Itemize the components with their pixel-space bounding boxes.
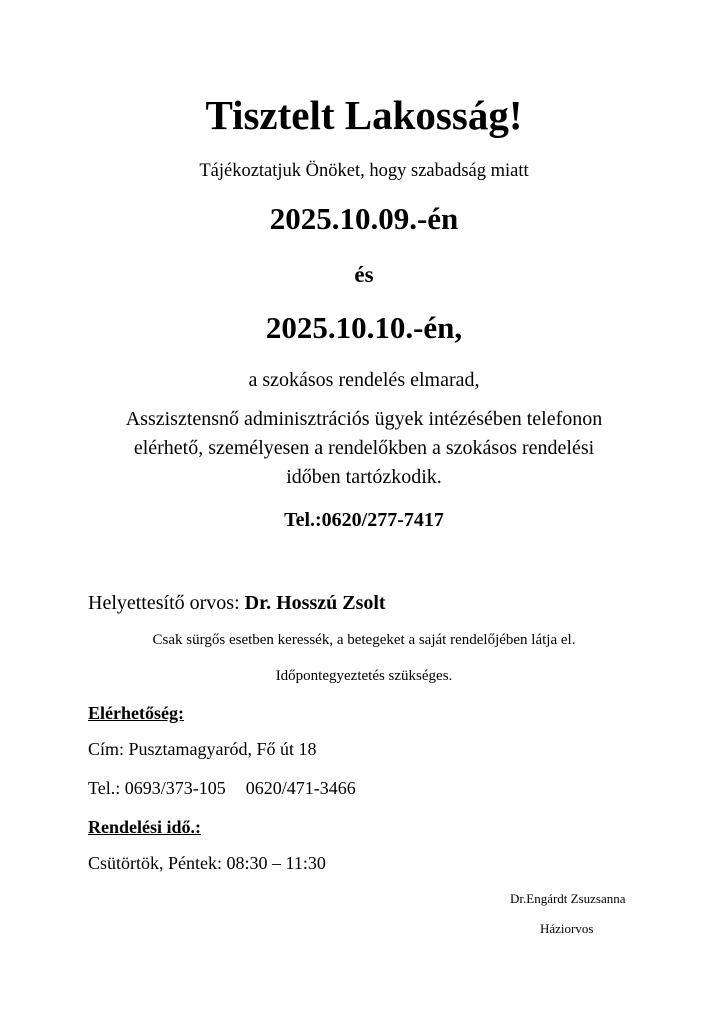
substitute-doctor-line	[88, 589, 386, 617]
hours-heading: Rendelési idő.:	[88, 817, 202, 837]
assistant-line-3: időben tartózkodik.	[286, 466, 442, 488]
assistant-line-2: elérhető, személyesen a rendelőkben a szokásos rendelési	[133, 437, 595, 459]
address-text: Cím: Pusztamagyaród, Fő út 18	[88, 739, 317, 759]
assistant-line-1: Asszisztensnő adminisztrációs ügyek intézésében telefonon	[125, 408, 603, 430]
appointment-note: Időpontegyeztetés szükséges.	[275, 668, 453, 684]
contact-heading: Elérhetőség:	[88, 703, 184, 723]
closure-date-2: 2025.10.10.-én,	[265, 310, 463, 345]
hours-text: Csütörtök, Péntek: 08:30 – 11:30	[88, 853, 326, 873]
signature-role: Háziorvos	[540, 921, 594, 936]
page-title: Tisztelt Lakosság!	[205, 92, 523, 138]
substitute-label: Helyettesítő orvos:	[88, 592, 240, 614]
cancellation-text: a szokásos rendelés elmarad,	[248, 369, 480, 391]
assistant-phone: Tel.:0620/277-7417	[284, 509, 444, 531]
substitute-phone-landline: Tel.: 0693/373-105	[88, 778, 226, 798]
substitute-phone-mobile: 0620/471-3466	[245, 778, 356, 798]
conjunction-text: és	[354, 262, 374, 287]
intro-text: Tájékoztatjuk Önöket, hogy szabadság miatt	[199, 161, 529, 181]
substitute-phones	[88, 776, 356, 800]
closure-date-1: 2025.10.09.-én	[269, 201, 459, 236]
urgent-note: Csak sürgős esetben keressék, a betegeket a saját rendelőjében látja el.	[152, 632, 576, 648]
substitute-doctor-name: Dr. Hosszú Zsolt	[244, 592, 386, 614]
signature-name: Dr.Engárdt Zsuzsanna	[510, 891, 626, 906]
assistant-paragraph	[0, 405, 728, 492]
